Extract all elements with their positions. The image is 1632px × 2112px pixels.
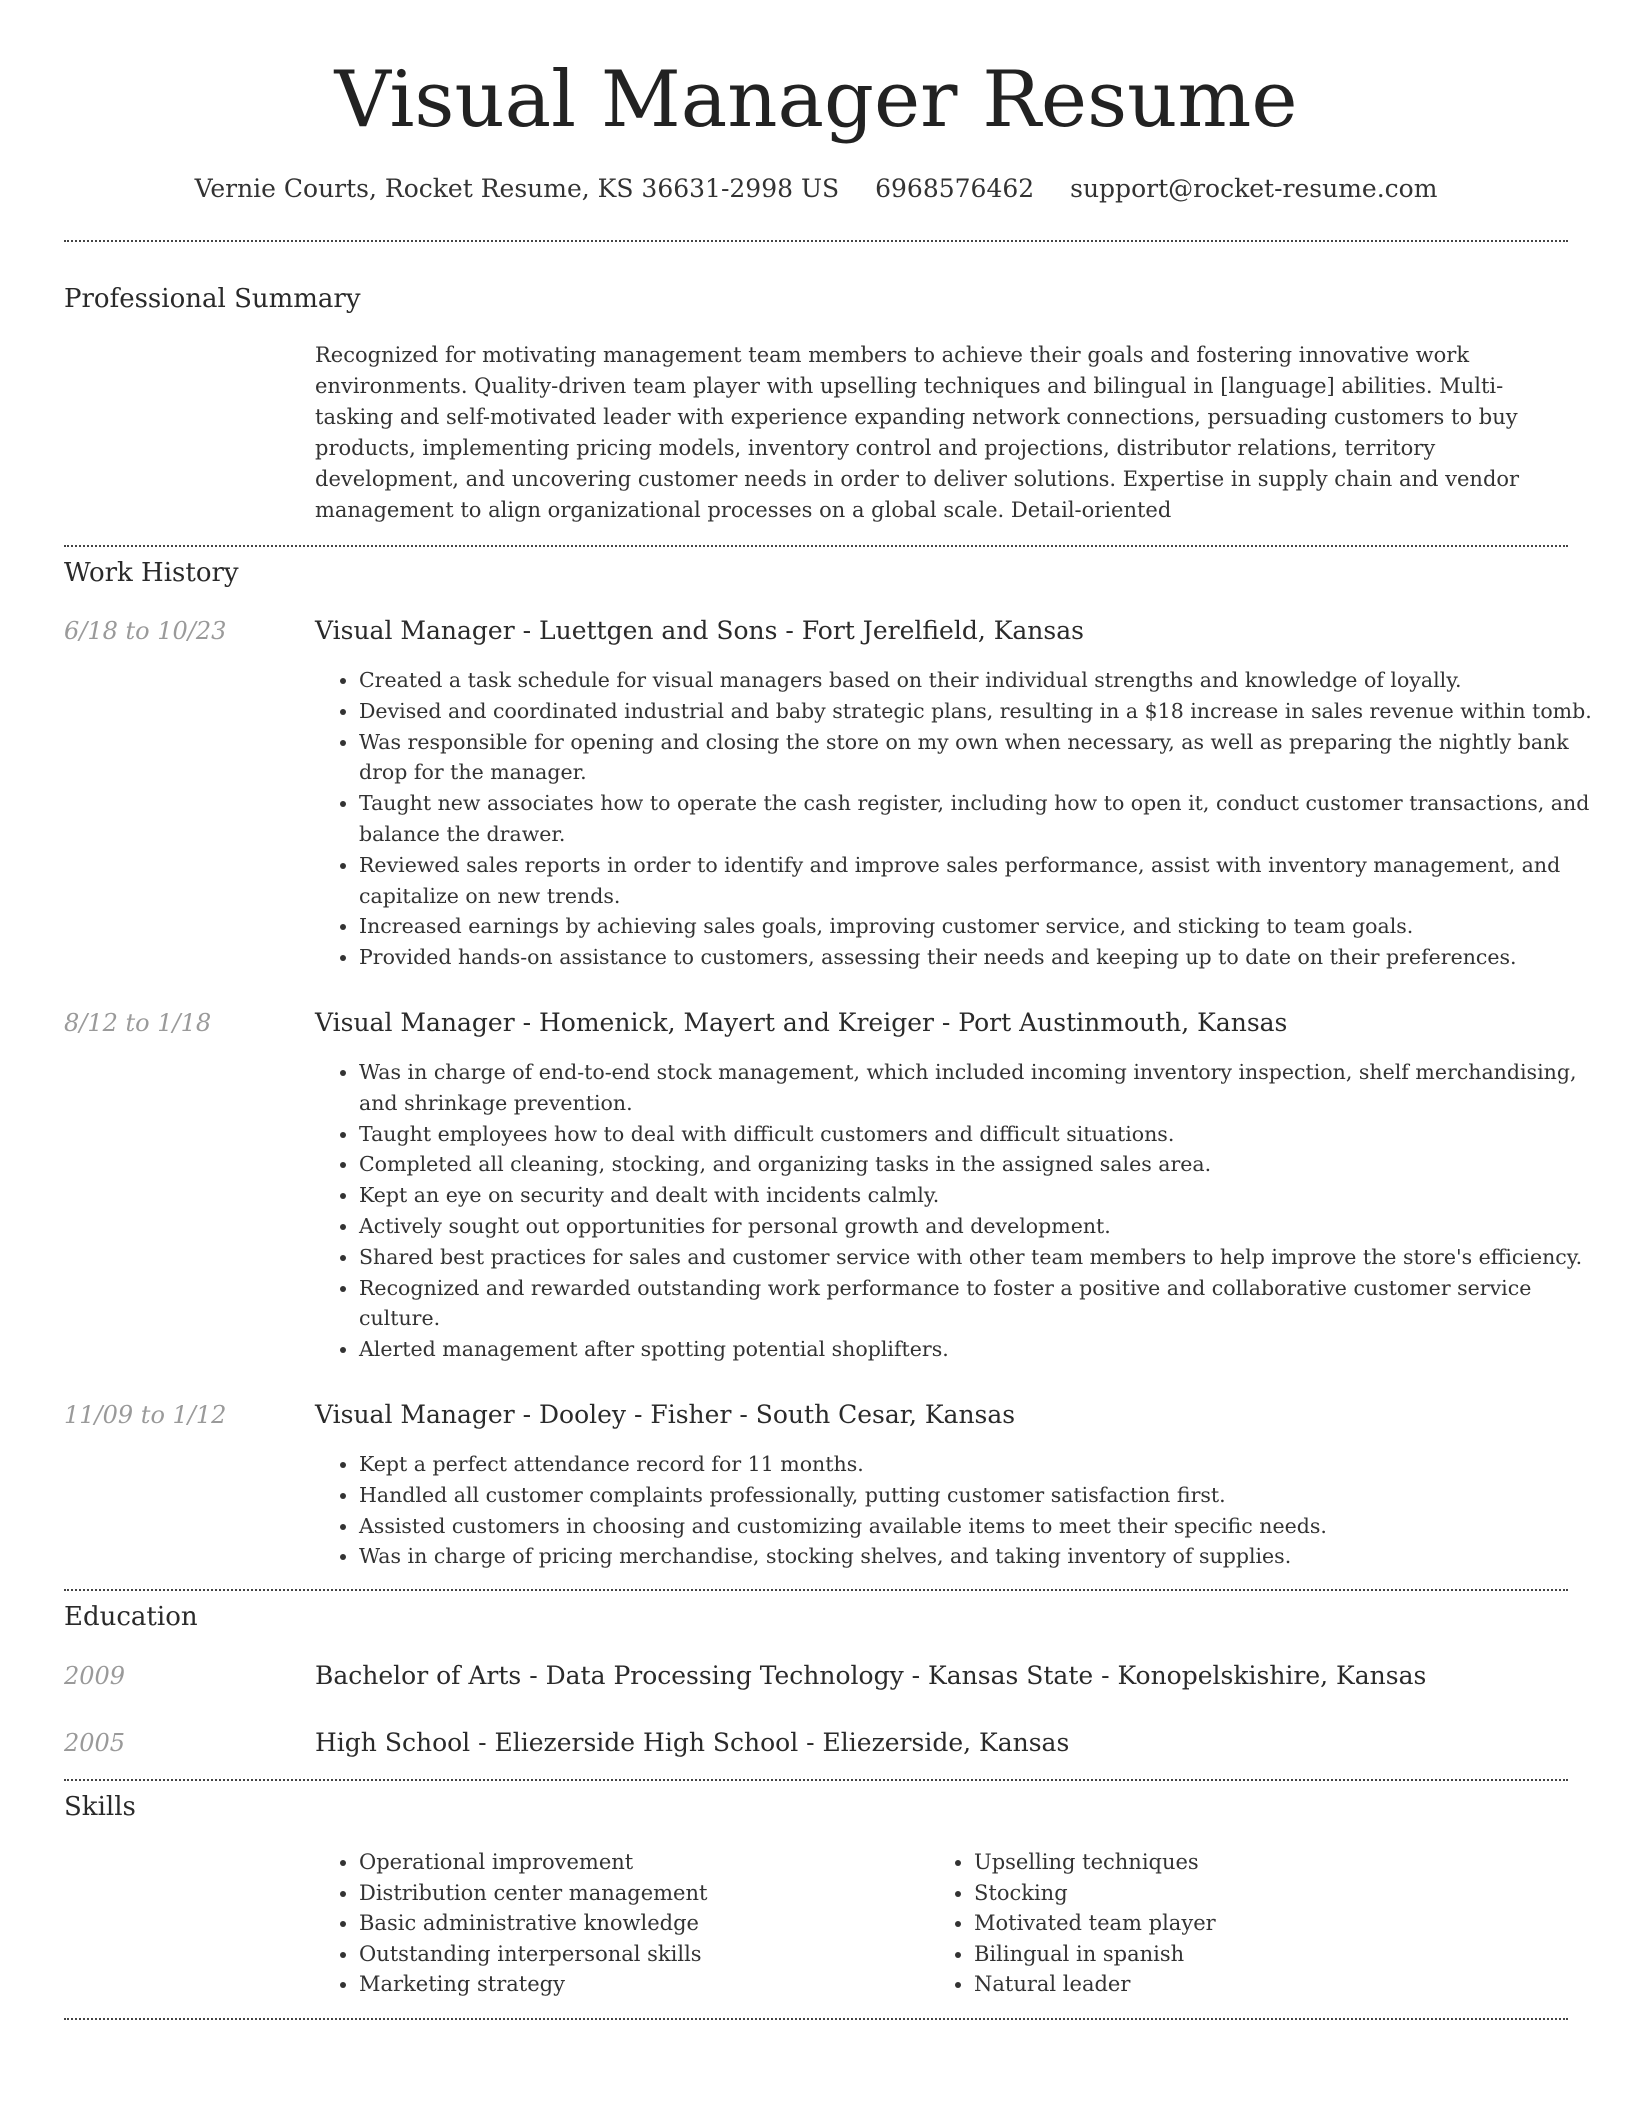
list-item: • Provided hands-on assistance to customers, assessing their needs and keeping up to date on their preferences. [359,942,1614,973]
job-bullets [315,1057,1614,1365]
job-title: Visual Manager - Luettgen and Sons - Fort Jerelfield, Kansas [315,616,1084,645]
list-item: • Alerted management after spotting potential shoplifters. [359,1334,1614,1365]
list-item: • Actively sought out opportunities for personal growth and development. [359,1211,1614,1242]
section-divider [64,1779,1568,1781]
list-item: • Completed all cleaning, stocking, and organizing tasks in the assigned sales area. [359,1149,1614,1180]
list-item: • Was in charge of pricing merchandise, stocking shelves, and taking inventory of supplies. [359,1541,1614,1572]
section-divider [64,240,1568,242]
skill-item: • Bilingual in spanish [974,1939,1574,1970]
section-divider [64,545,1568,547]
education-year: 2005 [64,1729,126,1757]
contact-email: support@rocket-resume.com [1070,174,1438,203]
list-item: • Devised and coordinated industrial and baby strategic plans, resulting in a $18 increase in sales revenue within tomb. [359,696,1614,727]
list-item: • Reviewed sales reports in order to identify and improve sales performance, assist with inventory management, and capitalize on new trends. [359,850,1614,912]
skills-list-left [315,1847,959,2000]
summary-text: Recognized for motivating management team members to achieve their goals and fostering innovative work environments. Quality-driven team player with upselling techniques and bilingual in [language] abilities. Multi-tasking and self-motivated leader with experience expanding network connections, persuading customers to buy products, implementing pricing models, inventory control and projections, distributor relations, territory development, and uncovering customer needs in order to deliver solutions. Expertise in supply chain and vendor management to align organizational processes on a global scale. Detail-oriented [315,343,1520,522]
contact-phone: 6968576462 [875,174,1035,203]
job-dates: 6/18 to 10/23 [64,617,227,645]
list-item: • Increased earnings by achieving sales goals, improving customer service, and sticking to team goals. [359,911,1614,942]
list-item: • Kept an eye on security and dealt with incidents calmly. [359,1180,1614,1211]
section-divider [64,1589,1568,1591]
list-item: • Taught new associates how to operate the cash register, including how to open it, conduct customer transactions, and balance the drawer. [359,788,1614,850]
list-item: • Kept a perfect attendance record for 11 months. [359,1449,1614,1480]
skill-item: • Basic administrative knowledge [359,1908,959,1939]
list-item: • Recognized and rewarded outstanding work performance to foster a positive and collaborative customer service culture. [359,1273,1614,1335]
job-title: Visual Manager - Homenick, Mayert and Kreiger - Port Austinmouth, Kansas [315,1008,1288,1037]
skills-list-right [930,1847,1574,2000]
list-item: • Created a task schedule for visual managers based on their individual strengths and knowledge of loyally. [359,665,1614,696]
education-entry: Bachelor of Arts - Data Processing Technology - Kansas State - Konopelskishire, Kansas [315,1661,1427,1690]
contact-address: Vernie Courts, Rocket Resume, KS 36631-2998 US [194,174,840,203]
list-item: • Handled all customer complaints professionally, putting customer satisfaction first. [359,1480,1614,1511]
list-item: • Taught employees how to deal with difficult customers and difficult situations. [359,1119,1614,1150]
skill-item: • Marketing strategy [359,1969,959,2000]
skill-item: • Outstanding interpersonal skills [359,1939,959,1970]
education-year: 2009 [64,1662,126,1690]
job-dates: 8/12 to 1/18 [64,1009,212,1037]
list-item: • Was in charge of end-to-end stock management, which included incoming inventory inspection, shelf merchandising, and shrinkage prevention. [359,1057,1614,1119]
section-divider [64,2018,1568,2020]
resume-title: Visual Manager Resume [334,55,1298,145]
skill-item: • Stocking [974,1878,1574,1909]
skill-item: • Natural leader [974,1969,1574,2000]
skill-item: • Operational improvement [359,1847,959,1878]
job-title: Visual Manager - Dooley - Fisher - South Cesar, Kansas [315,1400,1016,1429]
skill-item: • Motivated team player [974,1908,1574,1939]
skill-item: • Distribution center management [359,1878,959,1909]
skills-heading: Skills [64,1792,136,1822]
work-history-heading: Work History [64,558,239,588]
skill-item: • Upselling techniques [974,1847,1574,1878]
list-item: • Assisted customers in choosing and customizing available items to meet their specific needs. [359,1511,1614,1542]
job-dates: 11/09 to 1/12 [64,1401,227,1429]
education-heading: Education [64,1602,198,1632]
education-entry: High School - Eliezerside High School - Eliezerside, Kansas [315,1728,1070,1757]
list-item: • Shared best practices for sales and customer service with other team members to help improve the store's efficiency. [359,1242,1614,1273]
job-bullets [315,1449,1614,1572]
job-bullets [315,665,1614,973]
list-item: • Was responsible for opening and closing the store on my own when necessary, as well as preparing the nightly bank drop for the manager. [359,727,1614,789]
summary-heading: Professional Summary [64,284,361,314]
contact-line [0,172,1632,206]
